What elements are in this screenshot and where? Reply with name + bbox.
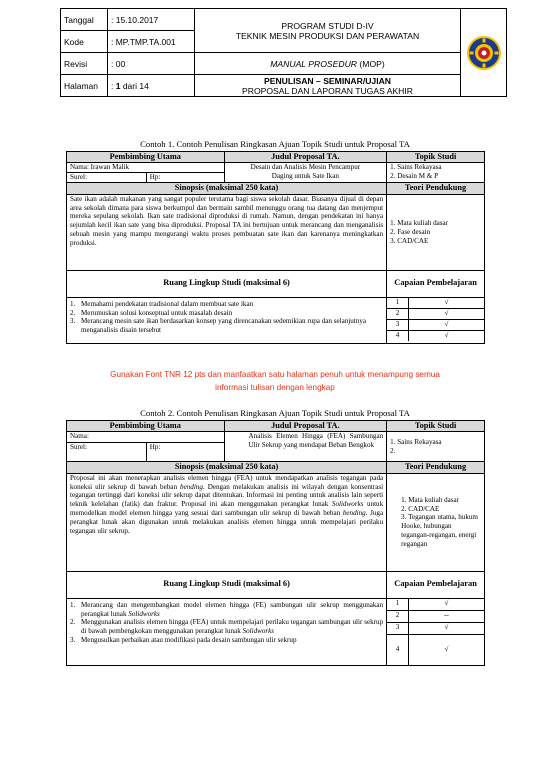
- logo-cell: [461, 9, 507, 97]
- ex1-topik: [387, 163, 485, 183]
- ex2-teori-item: 3. Tegangan utama, hukum Hooke, hubungan tegangan-regangan, energi regangan: [401, 513, 478, 548]
- tanggal-value: : 15.10.2017: [108, 9, 195, 31]
- ex1-ruang-item: [70, 317, 383, 335]
- sinopsis-text: . Dengan melakukan analisis ini wilayah dengan konsentrasi tegangan tertinggi dari koneksi ulir sekrup dapat ditentukan. Informasi ini penting untuk analisis lain seperti teknik kelelahan (fatik) dan fraktur. Proposal ini akan menggunakan perangkat lunak: [70, 482, 384, 509]
- ex2-surel: Surel:: [67, 443, 147, 462]
- ex2-judul: Analisis Elemen Hingga (FEA) Sambungan Ulir Sekrup yang mendapat Beban Bengkok: [224, 432, 387, 462]
- ex1-topik-item: 2. Desain M & P: [390, 172, 439, 181]
- ex1-teori-item: 2. Fase desain: [390, 227, 431, 236]
- program-line2: TEKNIK MESIN PRODUKSI DAN PERAWATAN: [235, 30, 420, 41]
- font-note-line2: informasi tulisan dengan lengkap: [215, 382, 335, 392]
- ex2-sinopsis-header: Sinopsis (maksimal 250 kata): [67, 462, 387, 473]
- capaian-number: 4: [387, 634, 408, 665]
- check-icon: √: [408, 308, 484, 319]
- item-number: 2.: [70, 618, 76, 627]
- ex1-nama: Nama: Irawan Malik: [67, 163, 225, 173]
- item-text: Mengusulkan perbaikan atau modifikasi pada desain sambungan ulir sekrup: [81, 636, 297, 645]
- ex2-sinopsis: [67, 473, 387, 571]
- sinopsis-text: Proposal ini akan menerapkan analisis elemen hingga (FEA) untuk mendapatkan analisis tegangan pada koneksi ulir sekrup di bawah beban: [70, 473, 384, 491]
- ex2-col-judul: Judul Proposal TA.: [224, 421, 387, 432]
- ex1-judul: [224, 163, 387, 183]
- ex2-ruang-item: [70, 601, 383, 619]
- item-italic: Solidworks: [242, 627, 275, 636]
- example2-caption: Contoh 2. Contoh Penulisan Ringkasan Ajuan Topik Studi untuk Proposal TA: [140, 408, 410, 418]
- ex2-teori-item: 2. CAD/CAE: [401, 504, 440, 513]
- font-note-line1: Gunakan Font TNR 12 pts dan manfaatkan satu halaman penuh untuk menampung semua: [110, 370, 440, 379]
- ex1-judul-line2: Daging untuk Sate Ikan: [271, 172, 339, 181]
- check-icon: √: [408, 319, 484, 330]
- ex1-surel: Surel:: [67, 173, 147, 183]
- ex1-judul-line1: Desain dan Analisis Mesin Pencampur: [250, 163, 361, 172]
- ex2-hp: Hp:: [146, 443, 224, 462]
- ex1-ruang-item: [70, 309, 383, 318]
- ex2-teori-header: Teori Pendukung: [387, 462, 485, 473]
- ex2-teori-item: 1. Mata kuliah dasar: [401, 495, 460, 504]
- example1-table: [66, 151, 485, 344]
- ex1-teori-item: 3. CAD/CAE: [390, 236, 429, 245]
- program-line1: PROGRAM STUDI D-IV: [281, 20, 374, 31]
- ex1-ruang-header: Ruang Lingkup Studi (maksimal 6): [67, 270, 387, 297]
- sinopsis-italic: Solidworks: [331, 500, 364, 509]
- document-header: [60, 8, 507, 97]
- ex1-teori: [387, 194, 485, 270]
- manual-title-cell: [195, 53, 461, 75]
- capaian-number: 1: [387, 599, 408, 611]
- revisi-value: : 00: [108, 53, 195, 75]
- item-text: Merancang dan mengembangkan model elemen hingga (FE) sambungan ulir sekrup menggunakan perangkat lunak: [81, 600, 384, 618]
- ex1-capaian-header: Capaian Pembelajaran: [387, 270, 485, 297]
- ex1-ruang-list: [67, 297, 387, 343]
- capaian-number: 2: [387, 308, 408, 319]
- ex2-ruang-item: [70, 636, 383, 645]
- manual-code: (MOP): [359, 58, 385, 69]
- kode-value: : MP.TMP.TA.001: [108, 31, 195, 53]
- ex1-hp: Hp:: [146, 173, 224, 183]
- halaman-prefix: :: [111, 80, 116, 91]
- sinopsis-text: untuk memodelkan model elemen hingga yang sesuai dari sambungan ulir sekrup di bawah beban: [70, 500, 384, 518]
- example2-table: [66, 420, 485, 666]
- ex1-sinopsis: Sate ikan adalah makanan yang sangat populer terutama bagi siswa sekolah dasar. Biasanya dijual di depan area sekolah dimana para siswa berkumpul dan bermain sambil menunggu orang tua datang dan menjemput mereka sepulang sekolah. Ikan sate tradisional diproduksi di rumah. Namun, dengan pendekatan ini hanya sejumlah kecil ikan sate yang bisa diproduksi. Proposal TA ini bertujuan untuk merancang dan menganalisis sebuah mesin yang mampu mengurangi waktu proses pembuatan sate ikan dan karenanya meningkatkan produksi.: [67, 194, 387, 270]
- item-number: 3.: [70, 636, 76, 645]
- halaman-total: dari 14: [120, 80, 149, 91]
- ex1-capaian-grid: [387, 297, 485, 343]
- capaian-number: 3: [387, 622, 408, 634]
- program-title: [195, 9, 461, 53]
- ex2-capaian-header: Capaian Pembelajaran: [387, 571, 485, 598]
- penulisan-line: PENULISAN – SEMINAR/UJIAN: [263, 75, 391, 86]
- penulisan-cell: [195, 75, 461, 97]
- tanggal-label: Tanggal: [61, 9, 108, 31]
- check-icon: √: [408, 622, 484, 634]
- manual-title: MANUAL PROSEDUR: [270, 58, 358, 69]
- halaman-label: Halaman: [61, 75, 108, 97]
- ex2-capaian-grid: [387, 598, 485, 665]
- check-icon: √: [444, 645, 449, 654]
- sinopsis-text: . Juga perangkat lunak akan digunakan untuk melakukan analisis elemen hingga untuk mempelajari perilaku tegangan ulir sekrup.: [70, 509, 384, 535]
- item-number: 1.: [70, 299, 76, 308]
- ex2-topik-item: 2.: [390, 446, 396, 455]
- ex1-teori-header: Teori Pendukung: [387, 183, 485, 194]
- institution-logo: [466, 35, 502, 71]
- ex2-ruang-list: [67, 598, 387, 665]
- item-text: Merancang mesin sate ikan berdasarkan konsep yang direncanakan sedemikian rupa dan selanjutnya menganalisis disain tersebut: [81, 317, 367, 335]
- sinopsis-italic: bending: [180, 482, 203, 491]
- item-number: 2.: [70, 308, 76, 317]
- item-italic: Solidworks: [128, 609, 160, 618]
- sinopsis-italic: bending: [342, 509, 366, 518]
- item-number: 1.: [70, 600, 76, 609]
- kode-label: Kode: [61, 31, 108, 53]
- revisi-label: Revisi: [61, 53, 108, 75]
- ex1-teori-item: 1. Mata kuliah dasar: [390, 218, 449, 227]
- halaman-number: 1: [115, 80, 121, 91]
- ex1-col-topik: Topik Studi: [387, 152, 485, 163]
- ex2-ruang-item: [70, 618, 383, 636]
- ex1-sinopsis-header: Sinopsis (maksimal 250 kata): [67, 183, 387, 194]
- ex1-col-pembimbing: Pembimbing Utama: [67, 152, 225, 163]
- ex2-ruang-header: Ruang Lingkup Studi (maksimal 6): [67, 571, 387, 598]
- check-icon: √: [408, 298, 484, 309]
- ex2-col-topik: Topik Studi: [387, 421, 485, 432]
- check-icon: √: [444, 330, 449, 339]
- ex1-topik-item: 1. Sains Rekayasa: [390, 163, 442, 172]
- capaian-number: 3: [387, 319, 408, 330]
- item-number: 3.: [70, 317, 76, 326]
- item-text: Menggunakan analisis elemen hingga (FEA) untuk mempelajari perilaku tegangan sambungan ulir sekrup di bawah pembengkokan menggunakan perangkat lunak: [81, 618, 384, 636]
- capaian-number: 2: [387, 610, 408, 622]
- ex2-nama: Nama:: [67, 432, 225, 443]
- ex2-topik-item: 1. Sains Rekayasa: [390, 438, 442, 446]
- ex2-col-pembimbing: Pembimbing Utama: [67, 421, 225, 432]
- item-text: Merumuskan solusi konseptual untuk masalah desain: [81, 308, 233, 317]
- example1-caption: Contoh 1. Contoh Penulisan Ringkasan Ajuan Topik Studi untuk Proposal TA: [140, 139, 410, 149]
- capaian-number: 4: [387, 330, 408, 341]
- dash-mark: --: [408, 610, 484, 622]
- ex2-teori: [387, 473, 485, 571]
- ex1-col-judul: Judul Proposal TA.: [224, 152, 387, 163]
- capaian-number: 1: [387, 298, 408, 309]
- ex2-topik: [387, 432, 485, 462]
- font-note: [0, 369, 550, 394]
- item-text: Memahami pendekatan tradisional dalam membuat sate ikan: [81, 299, 254, 308]
- ex1-ruang-item: [70, 300, 383, 309]
- halaman-value: [108, 75, 195, 97]
- check-icon: √: [408, 599, 484, 611]
- proposal-line: PROPOSAL DAN LAPORAN TUGAS AKHIR: [242, 85, 413, 96]
